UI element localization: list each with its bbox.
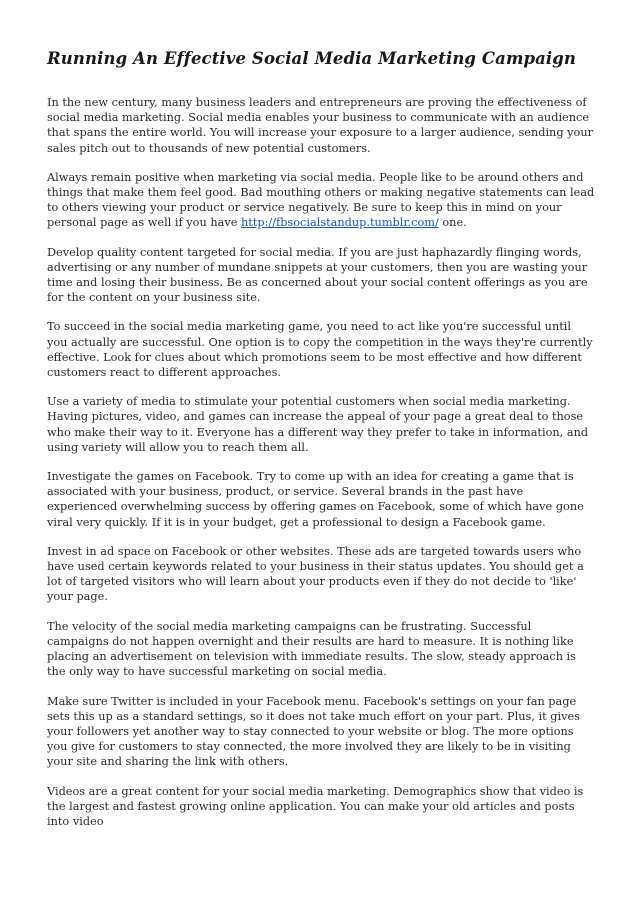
paragraph-facebook-games: Investigate the games on Facebook. Try to come up with an idea for creating a game that is associated with your business, product, or service. Several brands in the past have experienced overwhelming success by offering games on Facebook, some of which have gone viral very quickly. If it is in your budget, get a professional to design a Facebook game. [47, 470, 584, 529]
paragraph-videos: Videos are a great content for your social media marketing. Demographics show that video is the largest and fastest growing online application. You can make your old articles and posts into video [47, 784, 584, 828]
paragraph-variety-media: Use a variety of media to stimulate your potential customers when social media marketing. Having pictures, video, and games can increase the appeal of your page a great deal to those who make their way to it. Everyone has a different way they prefer to take in information, and using variety will allow you to reach them all. [47, 395, 589, 454]
document-page [47, 48, 595, 843]
document-title: Running An Effective Social Media Marketing Campaign [47, 49, 577, 68]
paragraph-succeed: To succeed in the social media marketing game, you need to act like you're successful until you actually are successful. One option is to copy the competition in the ways they're currently effective. Look for clues about which promotions seem to be most effective and how different customers react to different approaches. [47, 320, 593, 380]
paragraph-positive [47, 170, 595, 231]
paragraph-ad-space: Invest in ad space on Facebook or other websites. These ads are targeted towards users who have used certain keywords related to your business in their status updates. You should get a lot of targeted visitors who will learn about your products even if they do not decide to 'like' your page. [47, 544, 584, 604]
paragraph-positive-text: Always remain positive when marketing via social media. People like to be around others and things that make them feel good. Bad mouthing others or making negative statements can lead to others viewing your product or service negatively. Be sure to keep this in mind on your personal page as well if you have [47, 170, 595, 230]
paragraph-positive-tail: one. [438, 216, 467, 230]
paragraph-quality-content: Develop quality content targeted for social media. If you are just haphazardly flinging words, advertising or any number of mundane snippets at your customers, then you are wasting your time and losing their business. Be as concerned about your social content offerings as you are for the content on your business site. [47, 245, 588, 305]
paragraph-intro: In the new century, many business leaders and entrepreneurs are proving the effectiveness of social media marketing. Social media enables your business to communicate with an audience that spans the entire world. You will increase your exposure to a larger audience, sending your sales pitch out to thousands of new potential customers. [47, 96, 594, 155]
blog-link[interactable]: http://fbsocialstandup.tumblr.com/ [241, 216, 439, 230]
paragraph-velocity: The velocity of the social media marketing campaigns can be frustrating. Successful campaigns do not happen overnight and their results are hard to measure. It is nothing like placing an advertisement on television with immediate results. The slow, steady approach is the only way to have successful marketing on social media. [47, 619, 576, 679]
paragraph-twitter: Make sure Twitter is included in your Facebook menu. Facebook's settings on your fan page sets this up as a standard settings, so it does not take much effort on your part. Plus, it gives your followers yet another way to stay connected to your website or blog. The more options you give for customers to stay connected, the more involved they are likely to be in visiting your site and sharing the link with others. [47, 694, 580, 769]
